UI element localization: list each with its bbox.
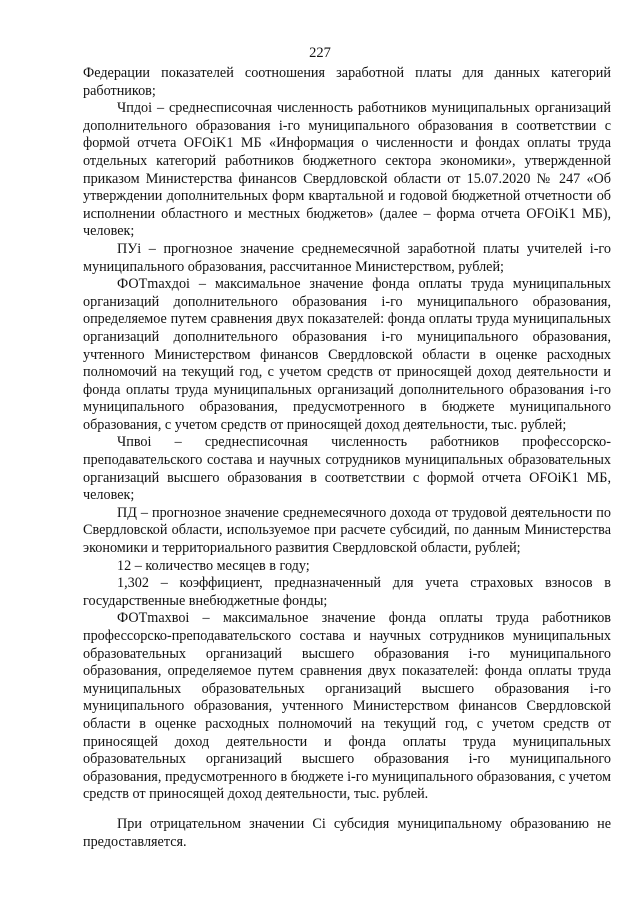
paragraph-puyi-definition: ПУi – прогнозное значение среднемесячной заработной платы учителей i-го муниципального образования, рассчитанное Министерством, рублей; [83, 240, 611, 275]
paragraph-fotmaxdoi-definition: ФОТmaxдоi – максимальное значение фонда оплаты труда муниципальных организаций дополнительного образования i-го муниципального образования, определяемое путем сравнения двух показателей: фонда оплаты труда муниципальных организаций дополнительного образования i-го муниципального образования, учтенного Министерством финансов Свердловской области в оценке расходных полномочий на текущий год, с учетом средств от приносящей доход деятельности и фонда оплаты труда муниципальных организаций дополнительного образования i-го муниципального образования, предусмотренного в бюджете муниципального образования, с учетом средств от приносящей доход деятельности, тыс. рублей; [83, 276, 611, 433]
paragraph-fotmaxvoi-definition: ФОТmaxвоi – максимальное значение фонда оплаты труда работников профессорско-преподавательского состава и научных сотрудников муниципальных образовательных организаций высшего образования i-го муниципального образования, определяемое путем сравнения двух показателей: фонда оплаты труда муниципальных образовательных организаций высшего образования i-го муниципального образования, учтенного Министерством финансов Свердловской области в оценке расходных полномочий на текущий год, с учетом средств от приносящей доход деятельности и фонда оплаты труда муниципальных образовательных организаций высшего образования i-го муниципального образования, предусмотренного в бюджете i-го муниципального образования, с учетом средств от приносящей доход деятельности, тыс. рублей. [83, 610, 611, 803]
paragraph-chpvoi-definition: Чпвоi – среднесписочная численность работников профессорско-преподавательского состава и научных сотрудников муниципальных образовательных организаций высшего образования в соответствии с формой отчета OFOiK1 МБ, человек; [83, 434, 611, 504]
paragraph-coefficient-definition: 1,302 – коэффициент, предназначенный для учета страховых взносов в государственные внебюджетные фонды; [83, 575, 611, 609]
paragraph-negative-value-rule: При отрицательном значении Ci субсидия муниципальному образованию не предоставляется. [83, 815, 611, 850]
document-body [83, 65, 611, 851]
paragraph-chpdoi-definition: Чпдоi – среднесписочная численность работников муниципальных организаций дополнительного образования i-го муниципального образования в соответствии с формой отчета OFOiK1 МБ «Информация о численности и фондах оплаты труда отдельных категорий работников бюджетного сектора экономики», утвержденной приказом Министерства финансов Свердловской области от 15.07.2020 № 247 «Об утверждении дополнительных форм квартальной и годовой бюджетной отчетности об исполнении областного и местных бюджетов» (далее – форма отчета OFOiK1 МБ), человек; [83, 100, 611, 240]
paragraph-continuation: Федерации показателей соотношения заработной платы для данных категорий работников; [83, 65, 611, 99]
paragraph-months-definition: 12 – количество месяцев в году; [117, 557, 310, 574]
paragraph-pd-definition: ПД – прогнозное значение среднемесячного дохода от трудовой деятельности по Свердловской области, используемое при расчете субсидий, по данным Министерства экономики и территориального развития Свердловской области, рублей; [83, 504, 611, 557]
page-number: 227 [309, 45, 331, 61]
